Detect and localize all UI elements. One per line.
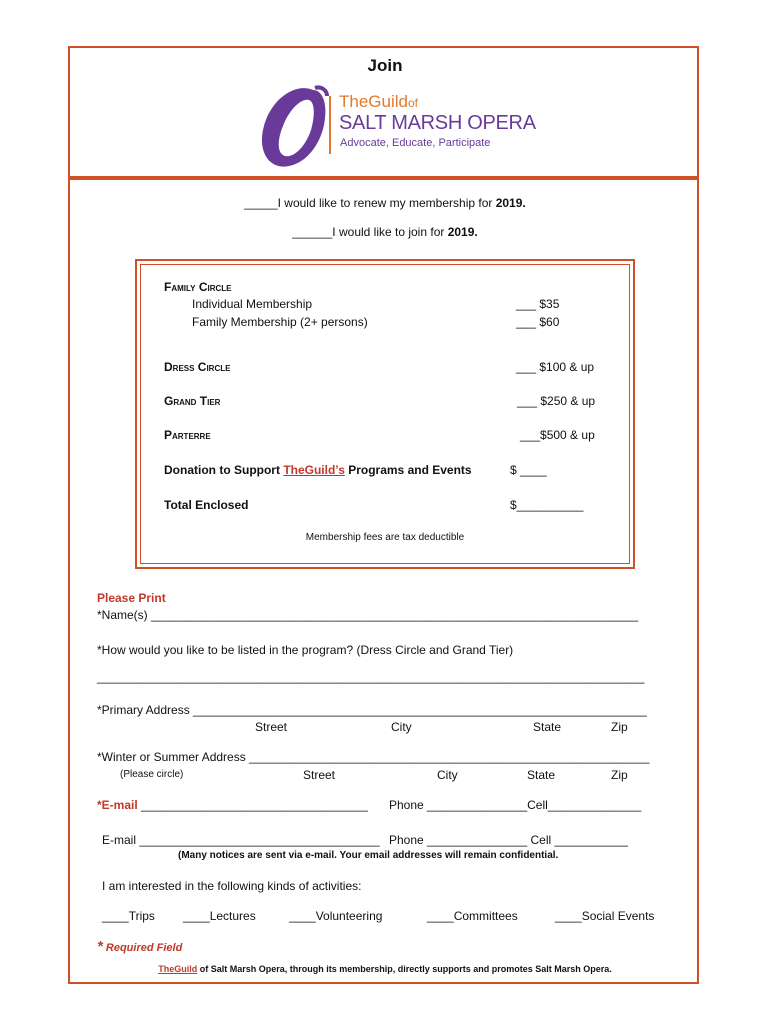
winter-zip-label: Zip bbox=[611, 768, 628, 782]
tax-deductible-note: Membership fees are tax deductible bbox=[305, 532, 465, 543]
winter-summer-address-field[interactable]: *Winter or Summer Address ____________________________________________________________ bbox=[97, 750, 650, 764]
theguild-link[interactable]: TheGuild’s bbox=[283, 463, 345, 477]
guild-logo bbox=[255, 82, 536, 172]
activity-committees[interactable]: ____Committees bbox=[427, 909, 518, 923]
individual-membership-label: Individual Membership bbox=[192, 297, 313, 311]
opera-ring-icon bbox=[255, 82, 335, 172]
join-line: ______I would like to join for 2019. bbox=[292, 225, 478, 239]
email-field-1[interactable]: *E-mail __________________________________ bbox=[97, 798, 368, 812]
logo-tagline: Advocate, Educate, Participate bbox=[340, 137, 491, 149]
primary-address-field[interactable]: *Primary Address ____________________________________________________________________ bbox=[97, 703, 647, 717]
logo-salt-marsh-opera: SALT MARSH OPERA bbox=[339, 112, 536, 134]
renew-line: _____I would like to renew my membership for 2019. bbox=[244, 196, 526, 210]
donation-label: Donation to Support TheGuild’s Programs and Events bbox=[164, 463, 472, 477]
required-field-note: * Required Field bbox=[97, 938, 183, 955]
activity-trips[interactable]: ____Trips bbox=[102, 909, 155, 923]
donation-amount-field[interactable]: $ ____ bbox=[510, 463, 547, 477]
email-field-2[interactable]: E-mail ____________________________________ bbox=[102, 833, 380, 847]
activity-volunteering[interactable]: ____Volunteering bbox=[289, 909, 383, 923]
winter-state-label: State bbox=[527, 768, 556, 782]
grand-tier-price: ___ $250 & up bbox=[517, 394, 596, 408]
email-notice: (Many notices are sent via e-mail. Your email addresses will remain confidential. bbox=[178, 850, 559, 861]
please-circle-note: (Please circle) bbox=[120, 769, 184, 780]
phone-cell-field-2[interactable]: Phone _______________ Cell ___________ bbox=[389, 833, 628, 847]
parterre-price: ___$500 & up bbox=[520, 428, 595, 442]
parterre-heading: Parterre bbox=[164, 428, 211, 442]
activity-lectures[interactable]: ____Lectures bbox=[183, 909, 256, 923]
please-print-heading: Please Print bbox=[97, 591, 166, 605]
family-price: ___ $60 bbox=[516, 315, 560, 329]
program-listing-question: *How would you like to be listed in the program? (Dress Circle and Grand Tier) bbox=[97, 643, 514, 657]
family-circle-heading: Family Circle bbox=[164, 280, 232, 294]
name-field[interactable]: *Name(s) _________________________________________________________________________ bbox=[97, 608, 639, 622]
program-listing-field[interactable]: __________________________________________________________________________________ bbox=[97, 670, 645, 684]
grand-tier-heading: Grand Tier bbox=[164, 394, 221, 408]
logo-theguild: TheGuildof bbox=[339, 92, 418, 111]
primary-street-label: Street bbox=[255, 720, 288, 734]
page-title: Join bbox=[367, 56, 403, 75]
footer-statement: TheGuild of Salt Marsh Opera, through its membership, directly supports and promotes Salt Marsh Opera. bbox=[158, 964, 612, 974]
activity-social-events[interactable]: ____Social Events bbox=[555, 909, 655, 923]
winter-city-label: City bbox=[437, 768, 458, 782]
primary-city-label: City bbox=[391, 720, 412, 734]
footer-theguild-link[interactable]: TheGuild bbox=[158, 964, 198, 974]
primary-state-label: State bbox=[533, 720, 562, 734]
individual-price: ___ $35 bbox=[516, 297, 560, 311]
dress-circle-heading: Dress Circle bbox=[164, 360, 231, 374]
dress-circle-price: ___ $100 & up bbox=[516, 360, 595, 374]
family-membership-label: Family Membership (2+ persons) bbox=[192, 315, 368, 329]
winter-street-label: Street bbox=[303, 768, 336, 782]
logo-divider bbox=[329, 96, 331, 154]
activities-prompt: I am interested in the following kinds of activities: bbox=[102, 879, 362, 893]
header-divider bbox=[68, 176, 699, 180]
total-enclosed-label: Total Enclosed bbox=[164, 498, 249, 512]
phone-cell-field-1[interactable]: Phone _______________Cell______________ bbox=[389, 798, 642, 812]
total-enclosed-field[interactable]: $__________ bbox=[510, 498, 584, 512]
primary-zip-label: Zip bbox=[611, 720, 628, 734]
